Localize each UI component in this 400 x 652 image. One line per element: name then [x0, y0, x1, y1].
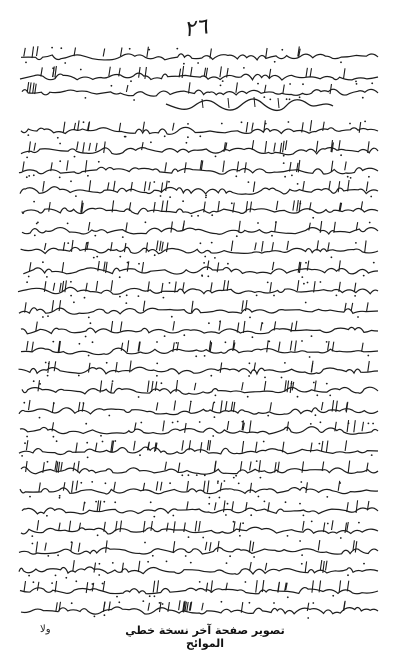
handwritten-line — [15, 398, 380, 420]
handwritten-line — [15, 238, 380, 260]
handwritten-line — [17, 218, 380, 240]
handwritten-line — [18, 198, 380, 220]
handwritten-line — [16, 418, 380, 440]
handwritten-line — [14, 358, 380, 380]
page-number: ٢٦ — [182, 14, 210, 43]
handwritten-line — [17, 518, 380, 540]
handwritten-line — [15, 538, 380, 560]
handwritten-line — [16, 578, 380, 600]
handwritten-line — [17, 138, 380, 160]
handwritten-line — [14, 278, 380, 300]
handwritten-line — [16, 598, 380, 620]
handwritten-line — [18, 498, 380, 520]
handwritten-line — [18, 378, 380, 400]
handwritten-line — [18, 258, 380, 280]
handwritten-line — [17, 118, 380, 140]
folio-mark: ولا — [40, 624, 51, 635]
handwritten-line — [17, 44, 380, 66]
handwritten-line — [15, 298, 380, 320]
manuscript-page — [8, 6, 398, 616]
handwritten-line — [17, 318, 380, 340]
handwritten-line — [17, 338, 380, 360]
handwritten-line — [16, 178, 380, 200]
image-caption: تصوير صفحة آخر نسخة خطي الموائح — [125, 624, 285, 650]
handwritten-line — [15, 158, 380, 180]
basmala-line — [158, 94, 338, 114]
handwritten-line — [17, 458, 380, 480]
handwritten-line — [16, 478, 380, 500]
handwritten-line — [15, 558, 380, 580]
handwritten-line — [15, 438, 380, 460]
